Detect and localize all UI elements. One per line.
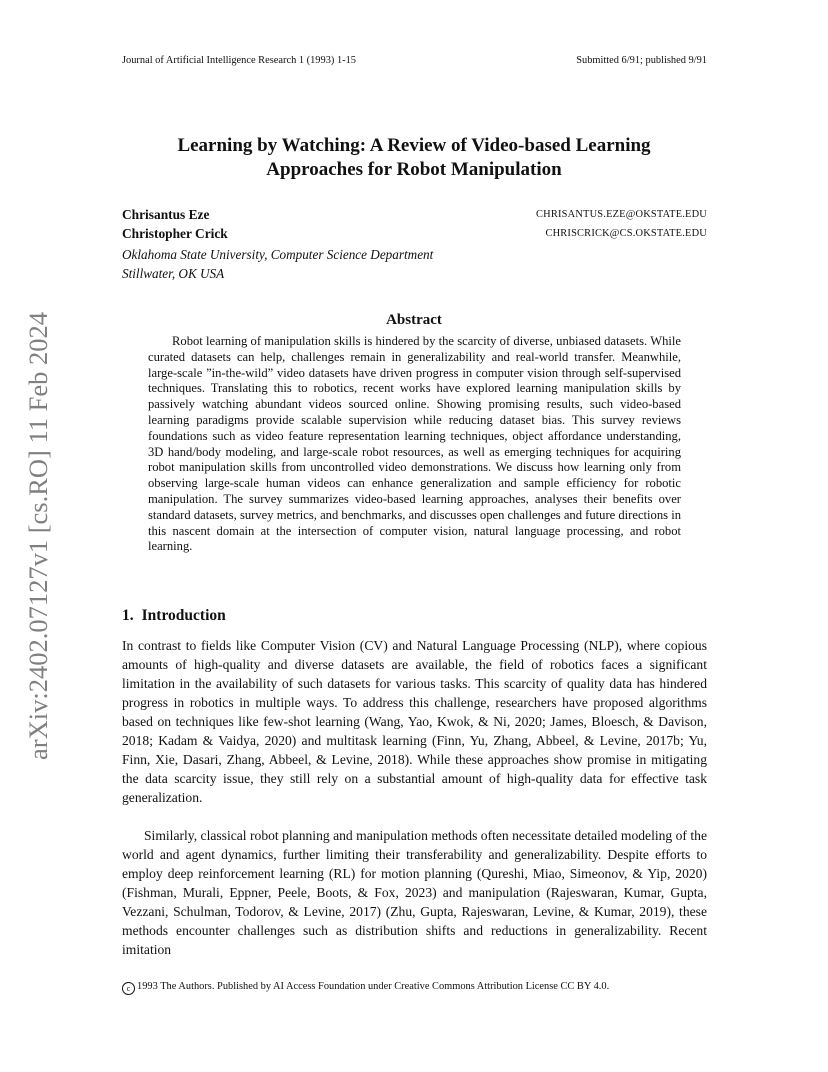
section-number: 1. <box>122 607 134 624</box>
section-heading <box>122 607 234 625</box>
affiliation-location: Stillwater, OK USA <box>122 266 225 281</box>
paper-title <box>100 134 728 182</box>
author-block <box>122 207 707 283</box>
body-paragraph: In contrast to fields like Computer Vision (CV) and Natural Language Processing (NLP), where copious amounts of high-quality and diverse datasets are available, the field of robotics faces a significant limitation in the availability of such datasets for various tasks. This scarcity of quality data has hindered progress in robotics in multiple ways. To address this challenge, researchers have proposed algorithms based on techniques like few-shot learning (Wang, Yao, Kwok, & Ni, 2020; James, Bloesch, & Davison, 2018; Kadam & Vaidya, 2020) and multitask learning (Finn, Yu, Zhang, Abbeel, & Levine, 2017b; Yu, Finn, Xie, Dasari, Zhang, Abbeel, & Levine, 2018). While these approaches show promise in mitigating the data scarcity issue, they still rely on a substantial amount of high-quality data for effective task generalization. <box>122 638 707 805</box>
submission-dates: Submitted 6/91; published 9/91 <box>576 55 707 66</box>
title-line: Approaches for Robot Manipulation <box>266 159 562 180</box>
copyright-icon: c <box>122 982 135 995</box>
author-row <box>122 226 707 245</box>
author-email: CHRISCRICK@CS.OKSTATE.EDU <box>545 228 707 239</box>
author-name: Christopher Crick <box>122 226 228 241</box>
author-name: Chrisantus Eze <box>122 207 210 222</box>
license-footer <box>122 981 707 995</box>
abstract-text: Robot learning of manipulation skills is hindered by the scarcity of diverse, unbiased datasets. While curated datasets can help, challenges remain in generalizability and real-world transfer. Meanwhile, large-scale ”in-the-wild” video datasets have driven progress in computer vision through self-supervised techniques. Translating this to robotics, recent works have explored learning manipulation skills by passively watching abundant videos sourced online. Showing promising results, such video-based learning paradigms provide scalable supervision while reducing dataset bias. This survey reviews foundations such as video feature representation learning techniques, object affordance understanding, 3D hand/body modeling, and large-scale robot resources, as well as emerging techniques for acquiring robot manipulation skills from uncontrolled video demonstrations. We discuss how learning only from observing large-scale human videos can enhance generalization and sample efficiency for robotic manipulation. The survey summarizes video-based learning approaches, analyses their benefits over standard datasets, survey metrics, and benchmarks, and discusses open challenges and future directions in this nascent domain at the intersection of computer vision, natural language processing, and robot learning. <box>148 334 681 554</box>
license-text: 1993 The Authors. Published by AI Access Foundation under Creative Commons Attribution License CC BY 4.0. <box>137 981 610 992</box>
body-paragraph: Similarly, classical robot planning and manipulation methods often necessitate detailed modeling of the world and agent dynamics, further limiting their transferability and generalizability. Despite efforts to employ deep reinforcement learning (RL) for motion planning (Qureshi, Miao, Simeonov, & Yip, 2020) (Fishman, Murali, Eppner, Peele, Boots, & Fox, 2023) and manipulation (Rajeswaran, Kumar, Gupta, Vezzani, Schulman, Todorov, & Levine, 2017) (Zhu, Gupta, Rajeswaran, Levine, & Kumar, 2019), these methods encounter challenges such as distribution shifts and reductions in generalizability. Recent imitation <box>122 828 707 957</box>
journal-citation: Journal of Artificial Intelligence Research 1 (1993) 1-15 <box>122 55 356 66</box>
affiliation: Oklahoma State University, Computer Science Department <box>122 247 434 262</box>
arxiv-identifier-stamp: arXiv:2402.07127v1 [cs.RO] 11 Feb 2024 <box>23 311 53 760</box>
author-email: CHRISANTUS.EZE@OKSTATE.EDU <box>536 209 707 220</box>
section-title: Introduction <box>141 607 226 624</box>
abstract-heading: Abstract <box>386 312 442 328</box>
author-row <box>122 207 707 226</box>
title-line: Learning by Watching: A Review of Video-based Learning <box>177 135 651 156</box>
